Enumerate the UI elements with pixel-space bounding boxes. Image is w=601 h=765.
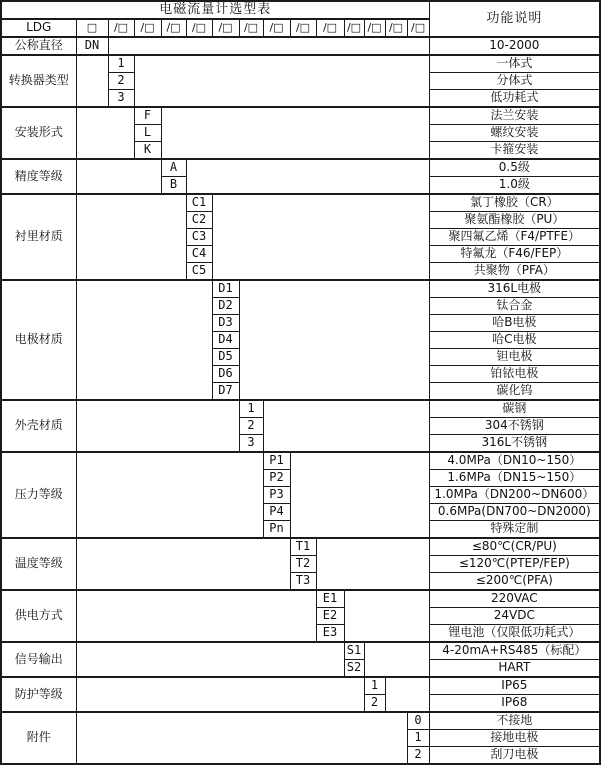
option-code: E1 [316, 590, 344, 608]
option-code: 2 [239, 418, 263, 435]
option-code: C4 [186, 246, 212, 263]
option-code: T3 [290, 573, 316, 591]
option-description: 聚四氟乙烯（F4/PTFE） [429, 229, 600, 246]
option-description: 哈B电极 [429, 315, 600, 332]
spacer-cell [344, 590, 429, 642]
option-description: 铂铱电极 [429, 366, 600, 383]
option-description: 0.6MPa(DN700~DN2000) [429, 504, 600, 521]
option-description: 聚氨酯橡胶（PU） [429, 212, 600, 229]
spacer-cell [76, 107, 134, 159]
spacer-cell [385, 677, 429, 712]
model-code-box: /□ [161, 19, 186, 37]
spacer-cell [76, 194, 186, 280]
category-label: 衬里材质 [1, 194, 76, 280]
option-code: P4 [263, 504, 290, 521]
category-label: 信号输出 [1, 642, 76, 677]
model-code-box: /□ [364, 19, 385, 37]
option-description: ≤80℃(CR/PU) [429, 538, 600, 556]
model-code-box: /□ [290, 19, 316, 37]
spacer-cell [212, 194, 429, 280]
spacer-cell [316, 538, 429, 590]
spacer-cell [76, 280, 212, 400]
option-code: D1 [212, 280, 239, 298]
option-description: 钽电极 [429, 349, 600, 366]
option-code: F [134, 107, 161, 125]
option-description: 钛合金 [429, 298, 600, 315]
spacer-cell [76, 677, 364, 712]
option-code: C2 [186, 212, 212, 229]
option-row [1, 642, 600, 660]
option-description: 分体式 [429, 73, 600, 90]
category-label: 精度等级 [1, 159, 76, 194]
model-code-box: /□ [134, 19, 161, 37]
option-description: 螺纹安装 [429, 125, 600, 142]
category-label: 供电方式 [1, 590, 76, 642]
category-label: 安装形式 [1, 107, 76, 159]
option-description: 1.6MPa（DN15~150） [429, 470, 600, 487]
option-description: 特氟龙（F46/FEP） [429, 246, 600, 263]
option-code: 3 [108, 90, 134, 108]
spacer-cell [108, 37, 429, 55]
option-code: C5 [186, 263, 212, 281]
option-code: A [161, 159, 186, 177]
option-code: D6 [212, 366, 239, 383]
option-code: P1 [263, 452, 290, 470]
option-description: HART [429, 660, 600, 678]
option-code: Pn [263, 521, 290, 539]
option-code: D4 [212, 332, 239, 349]
option-row [1, 159, 600, 177]
option-code: L [134, 125, 161, 142]
option-code: D7 [212, 383, 239, 401]
model-code-box: □ [76, 19, 108, 37]
option-row [1, 452, 600, 470]
option-description: ≤200℃(PFA) [429, 573, 600, 591]
option-code: 1 [364, 677, 385, 695]
option-description: 接地电极 [429, 730, 600, 747]
model-code-box: /□ [239, 19, 263, 37]
option-description: 4-20mA+RS485（标配） [429, 642, 600, 660]
option-code: P2 [263, 470, 290, 487]
option-code: K [134, 142, 161, 160]
option-description: 316L不锈钢 [429, 435, 600, 453]
spacer-cell [186, 159, 429, 194]
option-description: ≤120℃(PTEP/FEP) [429, 556, 600, 573]
option-row [1, 400, 600, 418]
spacer-cell [161, 107, 429, 159]
spacer-cell [76, 538, 290, 590]
category-label: 电极材质 [1, 280, 76, 400]
table-title: 电磁流量计选型表 [1, 1, 429, 19]
model-code-box: /□ [344, 19, 364, 37]
option-code: C1 [186, 194, 212, 212]
option-row [1, 677, 600, 695]
option-row [1, 712, 600, 730]
model-code-box: /□ [316, 19, 344, 37]
option-row [1, 280, 600, 298]
option-code: 2 [108, 73, 134, 90]
title-row [1, 1, 600, 19]
option-row [1, 37, 600, 55]
option-description: 卡箍安装 [429, 142, 600, 160]
option-description: 哈C电极 [429, 332, 600, 349]
spacer-cell [76, 712, 407, 764]
category-label: 转换器类型 [1, 55, 76, 107]
spacer-cell [290, 452, 429, 538]
option-description: 碳化钨 [429, 383, 600, 401]
category-label: 附件 [1, 712, 76, 764]
spacer-cell [239, 280, 429, 400]
option-code: DN [76, 37, 108, 55]
category-label: 压力等级 [1, 452, 76, 538]
model-code-box: /□ [407, 19, 429, 37]
option-code: T1 [290, 538, 316, 556]
option-description: 0.5级 [429, 159, 600, 177]
option-code: E3 [316, 625, 344, 643]
option-code: S2 [344, 660, 364, 678]
category-label: 公称直径 [1, 37, 76, 55]
option-description: 法兰安装 [429, 107, 600, 125]
model-code-box: /□ [108, 19, 134, 37]
spacer-cell [76, 55, 108, 107]
option-description: 氯丁橡胶（CR） [429, 194, 600, 212]
option-description: 特殊定制 [429, 521, 600, 539]
option-code: 3 [239, 435, 263, 453]
model-code-box: /□ [212, 19, 239, 37]
spacer-cell [76, 642, 344, 677]
option-description: 4.0MPa（DN10~150） [429, 452, 600, 470]
option-code: E2 [316, 608, 344, 625]
option-description: 10-2000 [429, 37, 600, 55]
option-description: 低功耗式 [429, 90, 600, 108]
option-code: 1 [239, 400, 263, 418]
option-row [1, 194, 600, 212]
option-description: 304不锈钢 [429, 418, 600, 435]
option-description: IP65 [429, 677, 600, 695]
option-code: D3 [212, 315, 239, 332]
model-prefix-label: LDG [1, 19, 76, 37]
option-row [1, 55, 600, 73]
option-code: 1 [108, 55, 134, 73]
function-description-header: 功能说明 [429, 1, 600, 37]
option-description: 碳钢 [429, 400, 600, 418]
option-row [1, 107, 600, 125]
spacer-cell [76, 159, 161, 194]
spacer-cell [76, 590, 316, 642]
spacer-cell [134, 55, 429, 107]
category-label: 温度等级 [1, 538, 76, 590]
option-description: 刮刀电极 [429, 747, 600, 765]
option-code: B [161, 177, 186, 195]
category-label: 防护等级 [1, 677, 76, 712]
option-code: 1 [407, 730, 429, 747]
option-description: 1.0级 [429, 177, 600, 195]
option-code: 2 [407, 747, 429, 765]
spacer-cell [76, 452, 263, 538]
option-description: 316L电极 [429, 280, 600, 298]
option-description: 24VDC [429, 608, 600, 625]
option-code: 2 [364, 695, 385, 713]
spacer-cell [364, 642, 429, 677]
model-code-box: /□ [263, 19, 290, 37]
option-row [1, 538, 600, 556]
option-description: 共聚物（PFA） [429, 263, 600, 281]
option-code: T2 [290, 556, 316, 573]
option-description: 一体式 [429, 55, 600, 73]
option-code: D2 [212, 298, 239, 315]
option-code: D5 [212, 349, 239, 366]
option-code: 0 [407, 712, 429, 730]
option-description: 不接地 [429, 712, 600, 730]
category-label: 外壳材质 [1, 400, 76, 452]
option-row [1, 590, 600, 608]
option-code: P3 [263, 487, 290, 504]
model-code-box: /□ [186, 19, 212, 37]
spacer-cell [263, 400, 429, 452]
option-code: S1 [344, 642, 364, 660]
option-description: 1.0MPa（DN200~DN600） [429, 487, 600, 504]
model-code-box: /□ [385, 19, 407, 37]
spacer-cell [76, 400, 239, 452]
option-code: C3 [186, 229, 212, 246]
option-description: IP68 [429, 695, 600, 713]
option-description: 锂电池（仅限低功耗式） [429, 625, 600, 643]
option-description: 220VAC [429, 590, 600, 608]
